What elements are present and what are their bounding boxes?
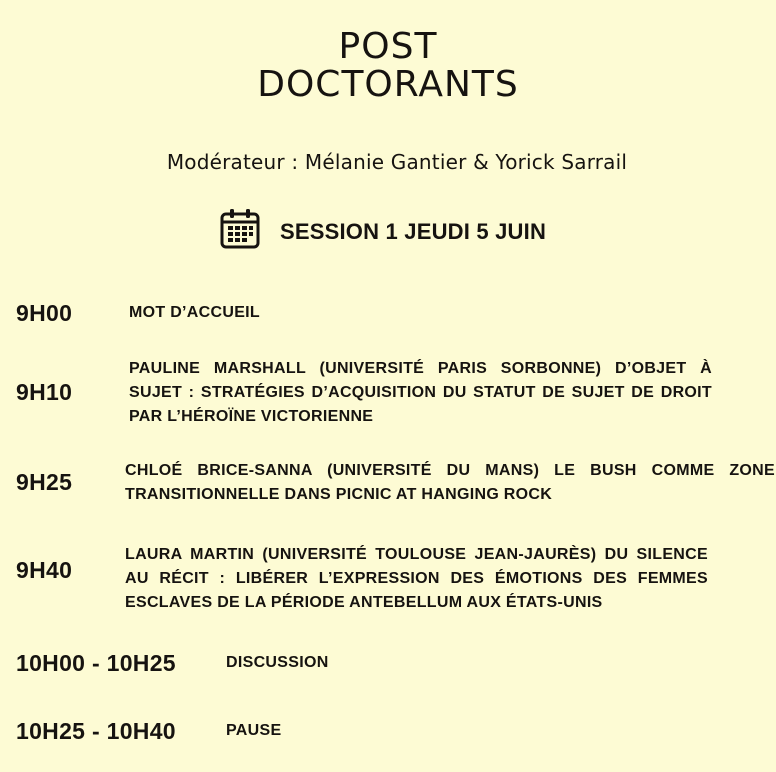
schedule-text: PAUSE	[226, 722, 282, 739]
title-line-2: DOCTORANTS	[257, 64, 519, 105]
schedule-text: MOT D’ACCUEIL	[129, 304, 261, 321]
calendar-icon	[220, 208, 260, 255]
schedule-time: 9H25	[16, 469, 73, 495]
schedule-time: 10H00 - 10H25	[16, 650, 176, 676]
schedule-time: 10H25 - 10H40	[16, 718, 176, 744]
schedule-text: CHLOÉ BRICE-SANNA (UNIVERSITÉ DU MANS) LE BUSH COMME ZONE TRANSITIONNELLE DANS PICNIC AT HANGING ROCK	[125, 462, 775, 503]
moderator-line: Modérateur : Mélanie Gantier & Yorick Sarrail	[166, 150, 628, 174]
session-label: SESSION 1 JEUDI 5 JUIN	[280, 218, 547, 244]
title-line-1: POST	[338, 26, 438, 67]
schedule-time: 9H10	[16, 379, 73, 405]
session-header	[220, 208, 546, 255]
schedule-time: 9H40	[16, 557, 73, 583]
schedule-text: DISCUSSION	[226, 654, 329, 671]
schedule-text: LAURA MARTIN (UNIVERSITÉ TOULOUSE JEAN-JAURÈS) DU SILENCE AU RÉCIT : LIBÉRER L’EXPRESSION DES ÉMOTIONS DES FEMMES ESCLAVES DE LA PÉRIODE ANTEBELLUM AUX ÉTATS-UNIS	[125, 546, 708, 611]
page-title	[0, 28, 776, 104]
schedule-time: 9H00	[16, 300, 73, 326]
schedule-text: PAULINE MARSHALL (UNIVERSITÉ PARIS SORBONNE) D’OBJET À SUJET : STRATÉGIES D’ACQUISITION DU STATUT DE SUJET DE DROIT PAR L’HÉROÏNE VICTORIENNE	[129, 360, 712, 425]
